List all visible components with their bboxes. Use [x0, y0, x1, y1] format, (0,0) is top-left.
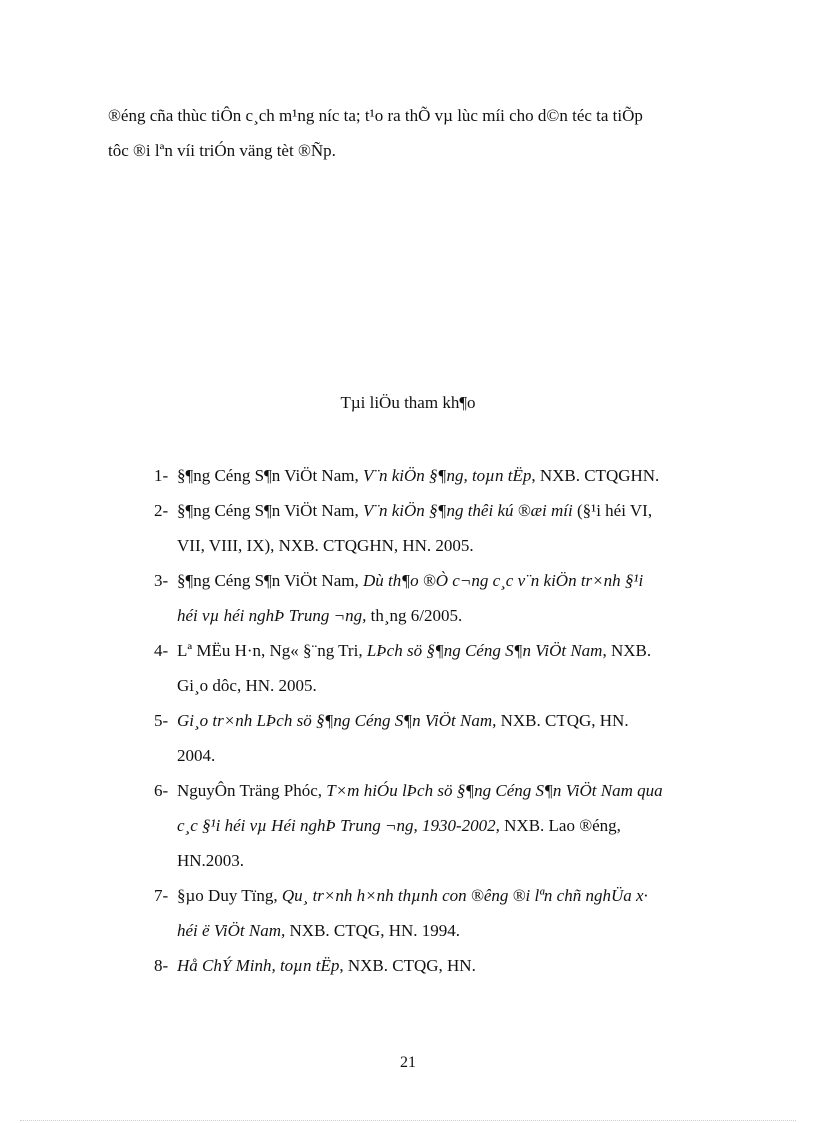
reference-number: 5- [154, 711, 169, 730]
reference-text: , NXB. CTQG, HN. [339, 956, 476, 975]
reference-line [177, 843, 720, 878]
reference-line [177, 668, 720, 703]
reference-text: Gi¸o dôc, HN. 2005. [177, 676, 317, 695]
reference-title-text: héi ë ViÖt Nam, [177, 921, 286, 940]
reference-number: 4- [154, 641, 169, 660]
reference-title-text: V¨n kiÖn §¶ng thêi kú ®æi míi [362, 501, 573, 520]
reference-line [177, 598, 720, 633]
reference-number: 2- [154, 501, 169, 520]
body-paragraph [108, 98, 720, 168]
reference-text: §¶ng Céng S¶n ViÖt Nam, [177, 466, 363, 485]
reference-line [177, 563, 720, 598]
reference-item [154, 878, 720, 948]
reference-item [154, 458, 720, 493]
reference-line [177, 493, 720, 528]
reference-line [177, 633, 720, 668]
page-number: 21 [400, 1054, 416, 1071]
reference-number: 3- [154, 571, 169, 590]
reference-text: §µo Duy Tïng, [177, 886, 282, 905]
reference-text: NXB. CTQG, HN. 1994. [285, 921, 461, 940]
reference-text: (§¹i héi VI, [572, 501, 653, 520]
reference-line [177, 948, 720, 983]
reference-title-text: héi vµ héi nghÞ Trung ¬ng, [177, 606, 367, 625]
reference-text: HN.2003. [177, 851, 245, 870]
references-list [154, 458, 720, 983]
reference-line [177, 703, 720, 738]
paragraph-line: ®éng cña thùc tiÔn c¸ch m¹ng níc ta; t¹o ra thÕ vµ lùc míi cho d©n téc ta tiÕp [108, 106, 643, 125]
reference-item [154, 563, 720, 633]
reference-item [154, 493, 720, 563]
reference-line [177, 808, 720, 843]
reference-text: 2004. [177, 746, 216, 765]
reference-item [154, 948, 720, 983]
reference-line [177, 913, 720, 948]
reference-item [154, 703, 720, 773]
reference-line [177, 773, 720, 808]
reference-title-text: Dù th¶o ®Ò c¬ng c¸c v¨n kiÖn tr×nh §¹i [362, 571, 644, 590]
reference-line [177, 458, 720, 493]
reference-title-text: Qu¸ tr×nh h×nh thµnh con ®êng ®i lªn chñ nghÜa x· [281, 886, 648, 905]
reference-text: §¶ng Céng S¶n ViÖt Nam, [177, 501, 363, 520]
reference-item [154, 633, 720, 703]
reference-title-text: LÞch sö §¶ng Céng S¶n ViÖt Nam [366, 641, 603, 660]
reference-title-text: V¨n kiÖn §¶ng, toµn tËp [362, 466, 532, 485]
page-bottom-divider [20, 1120, 796, 1121]
reference-title-text: Hå ChÝ Minh, toµn tËp [177, 956, 340, 975]
reference-text: th¸ng 6/2005. [366, 606, 463, 625]
reference-title-text: T×m hiÓu lÞch sö §¶ng Céng S¶n ViÖt Nam qua [326, 781, 663, 800]
reference-title-text: c¸c §¹i héi vµ Héi nghÞ Trung ¬ng, 1930-2002, [177, 816, 500, 835]
reference-line [177, 878, 720, 913]
reference-text: §¶ng Céng S¶n ViÖt Nam, [177, 571, 363, 590]
references-heading: Tµi liÖu tham kh¶o [340, 393, 476, 412]
reference-text: Lª MËu H·n, Ng« §¨ng Tri, [177, 641, 367, 660]
reference-line [177, 738, 720, 773]
reference-text: , NXB. CTQGHN. [531, 466, 660, 485]
reference-number: 6- [154, 781, 169, 800]
paragraph-line: tôc ®i lªn víi triÓn väng tèt ®Ñp. [108, 141, 336, 160]
reference-number: 7- [154, 886, 169, 905]
reference-text: NXB. Lao ®éng, [499, 816, 621, 835]
reference-number: 8- [154, 956, 169, 975]
reference-text: NXB. CTQG, HN. [496, 711, 629, 730]
reference-text: , NXB. [602, 641, 652, 660]
reference-title-text: Gi¸o tr×nh LÞch sö §¶ng Céng S¶n ViÖt Nam, [177, 711, 497, 730]
reference-line [177, 528, 720, 563]
reference-text: VII, VIII, IX), NXB. CTQGHN, HN. 2005. [177, 536, 474, 555]
reference-item [154, 773, 720, 878]
reference-text: NguyÔn Träng Phóc, [177, 781, 327, 800]
reference-number: 1- [154, 466, 169, 485]
